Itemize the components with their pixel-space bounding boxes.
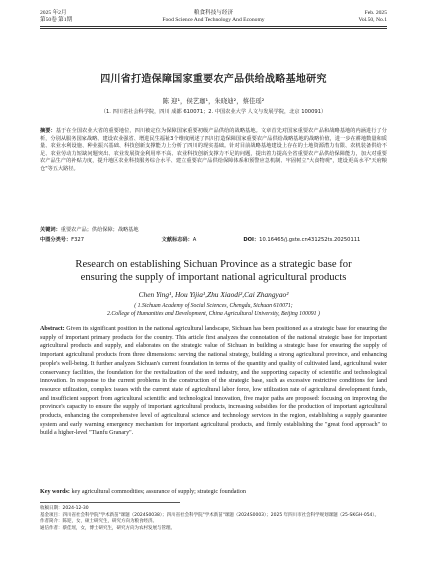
header-right <box>359 10 388 24</box>
header-date: 2025 年2月 <box>40 10 67 16</box>
title-en-line2: ensuring the supply of important national agricultural products <box>80 272 347 283</box>
abstract-text-cn: 基于在全国农业大省的重要地位，四川被定位为保障国家重要初级产品供给的战略基地。文章首先对国家重要农产品和战略基地的内涵进行了分析，分别从服务国家战略、建设农业强省、增进民生福祉3个维度阐述了四川打造保障国家重要农产品供给战略基地的战略价值，进一步在耕地数量和质量、农业水利设施、种业振兴基础、科技创新支撑能力上分析了四川的现实基础。针对目前战略基地建设上存在的土地资源潜力有限、农机装备供给不足、农业劳动力短缺问题突出、农业发展资金利用率不高、农业科技创新支撑力不足的问题，提出着力提高全省重要农产品供给保障能力，加大对重要农产品生产的补贴力度，提升地区农业科技服务综合水平、建立重要农产品供给保障体系和预警应急机制、牢固树立"大食物观"，建设更高水平"天府粮仓"等五大路径。 <box>40 128 387 172</box>
header-rule <box>40 26 387 27</box>
article-title-en <box>40 258 387 284</box>
abstract-text-en: Given its significant position in the national agricultural landscape, Sichuan has been positioned as a strategic base for ensuring the supply of important primary products for the country. This article first analyzes the connotation of the national strategic base for important agricultural products and supply, and elaborates on the strategic value of Sichuan in building a strategic base for ensuring the supply of important agricultural products from three dimensions: serving the national strategy, building a strong agricultural province, and enhancing people's well-being. It further analyzes Sichuan's current foundation in terms of the quantity and quality of cultivated land, agricultural water conservancy facilities, the foundation for the revitalization of the seed industry, and the supporting capacity of scientific and technological innovation. In response to the current problems in the construction of the strategic base, such as excessive restrictive conditions for land resource utilization, complex issues with the current state of agricultural labor force, low utilization rate of agricultural development funds, and insufficient support from agricultural scientific and technological innovation, five major paths are proposed: focusing on improving the province's capacity to ensure the supply of important agricultural products, increasing subsidies for the production of important agricultural products, enhancing the comprehensive level of agricultural science and technology services in the region, establishing a supply guarantee system and early warning emergency mechanism for important agricultural products, and firmly establishing the "great food approach" to build a higher-level "Tianfu Granary". <box>40 326 387 437</box>
affiliation-cn: （1. 四川省社会科学院，四川 成都 610071；2. 中国农业大学 人文与发展学院，北京 100091） <box>100 109 327 115</box>
class-label: 中图分类号： <box>40 237 72 243</box>
doi-value: 10.16465/j.gste.cn431252ts.20250111 <box>259 237 361 243</box>
authors-en: Chen Ying¹, Hou Yijia¹,Zhu Xiaodi²,Cai Zhangyao² <box>138 290 289 299</box>
keywords-label-en: Key words: <box>40 489 70 495</box>
footnote-author: 作者简介：陈迎，女，硕士研究生，研究方向为粮食经济。 <box>40 519 157 525</box>
abstract-en <box>40 325 387 438</box>
footnote-fund: 基金项目：四川省社会科学院"学术新苗"课题（2024S0038）；四川省社会科学院"学术新苗"课题（2024S0003）；2025 年四川市社会科学规划课题（25-SKGH-054）。 <box>40 512 380 518</box>
article-title-cn: 四川省打造保障国家重要农产品供给战略基地研究 <box>100 74 327 85</box>
keywords-label-cn: 关键词： <box>40 227 61 233</box>
title-en-line1: Research on establishing Sichuan Province as a strategic base for <box>75 259 352 270</box>
footnote-corresponding: 通信作者：蔡佳瑶，女，博士研究生，研究方向为农村发展与管理。 <box>40 525 175 531</box>
class-value: F327 <box>71 237 85 243</box>
keywords-en <box>40 489 387 495</box>
header-journal-en: Food Science And Technology And Economy <box>162 17 265 24</box>
doc-code-value: A <box>192 237 197 243</box>
running-header <box>40 10 387 40</box>
footnote-rule <box>40 502 180 503</box>
keywords-cn <box>40 226 387 233</box>
header-date-en: Feb. 2025 <box>364 10 387 16</box>
abstract-label-cn: 摘要： <box>40 128 56 134</box>
keywords-text-cn: 重要农产品；供给保障；战略基地 <box>60 227 139 233</box>
footnote <box>40 506 387 532</box>
affiliation-en-line1: ( 1.Sichuan Academy of Social Sciences, Chengdu, Sichuan 610071; <box>134 303 293 309</box>
doi-label: DOI： <box>243 237 260 243</box>
header-rule-thin <box>40 28 387 29</box>
header-volume-en: Vol.50, No.1 <box>358 17 387 24</box>
header-journal-cn: 粮食科技与经济 <box>193 10 234 16</box>
classification-line <box>40 236 387 243</box>
doc-code-label: 文献标志码： <box>161 237 193 243</box>
affiliation-en-line2: 2.College of Humanities and Development, China Agricultural University, Beijing 100091 ) <box>107 311 320 318</box>
footnote-received: 收稿日期：2024-12-30 <box>40 506 89 511</box>
abstract-label-en: Abstract: <box>40 326 65 332</box>
header-center <box>40 10 387 24</box>
keywords-text-en: key agricultural commodities; assurance of supply; strategic foundation <box>71 489 246 495</box>
header-volume: 第50卷 第1期 <box>40 17 73 24</box>
abstract-cn <box>40 128 387 174</box>
authors-cn: 陈 迎¹，侯艺珈¹，朱晓迪²，蔡佳瑶² <box>162 97 265 105</box>
affiliation-en <box>40 302 387 318</box>
